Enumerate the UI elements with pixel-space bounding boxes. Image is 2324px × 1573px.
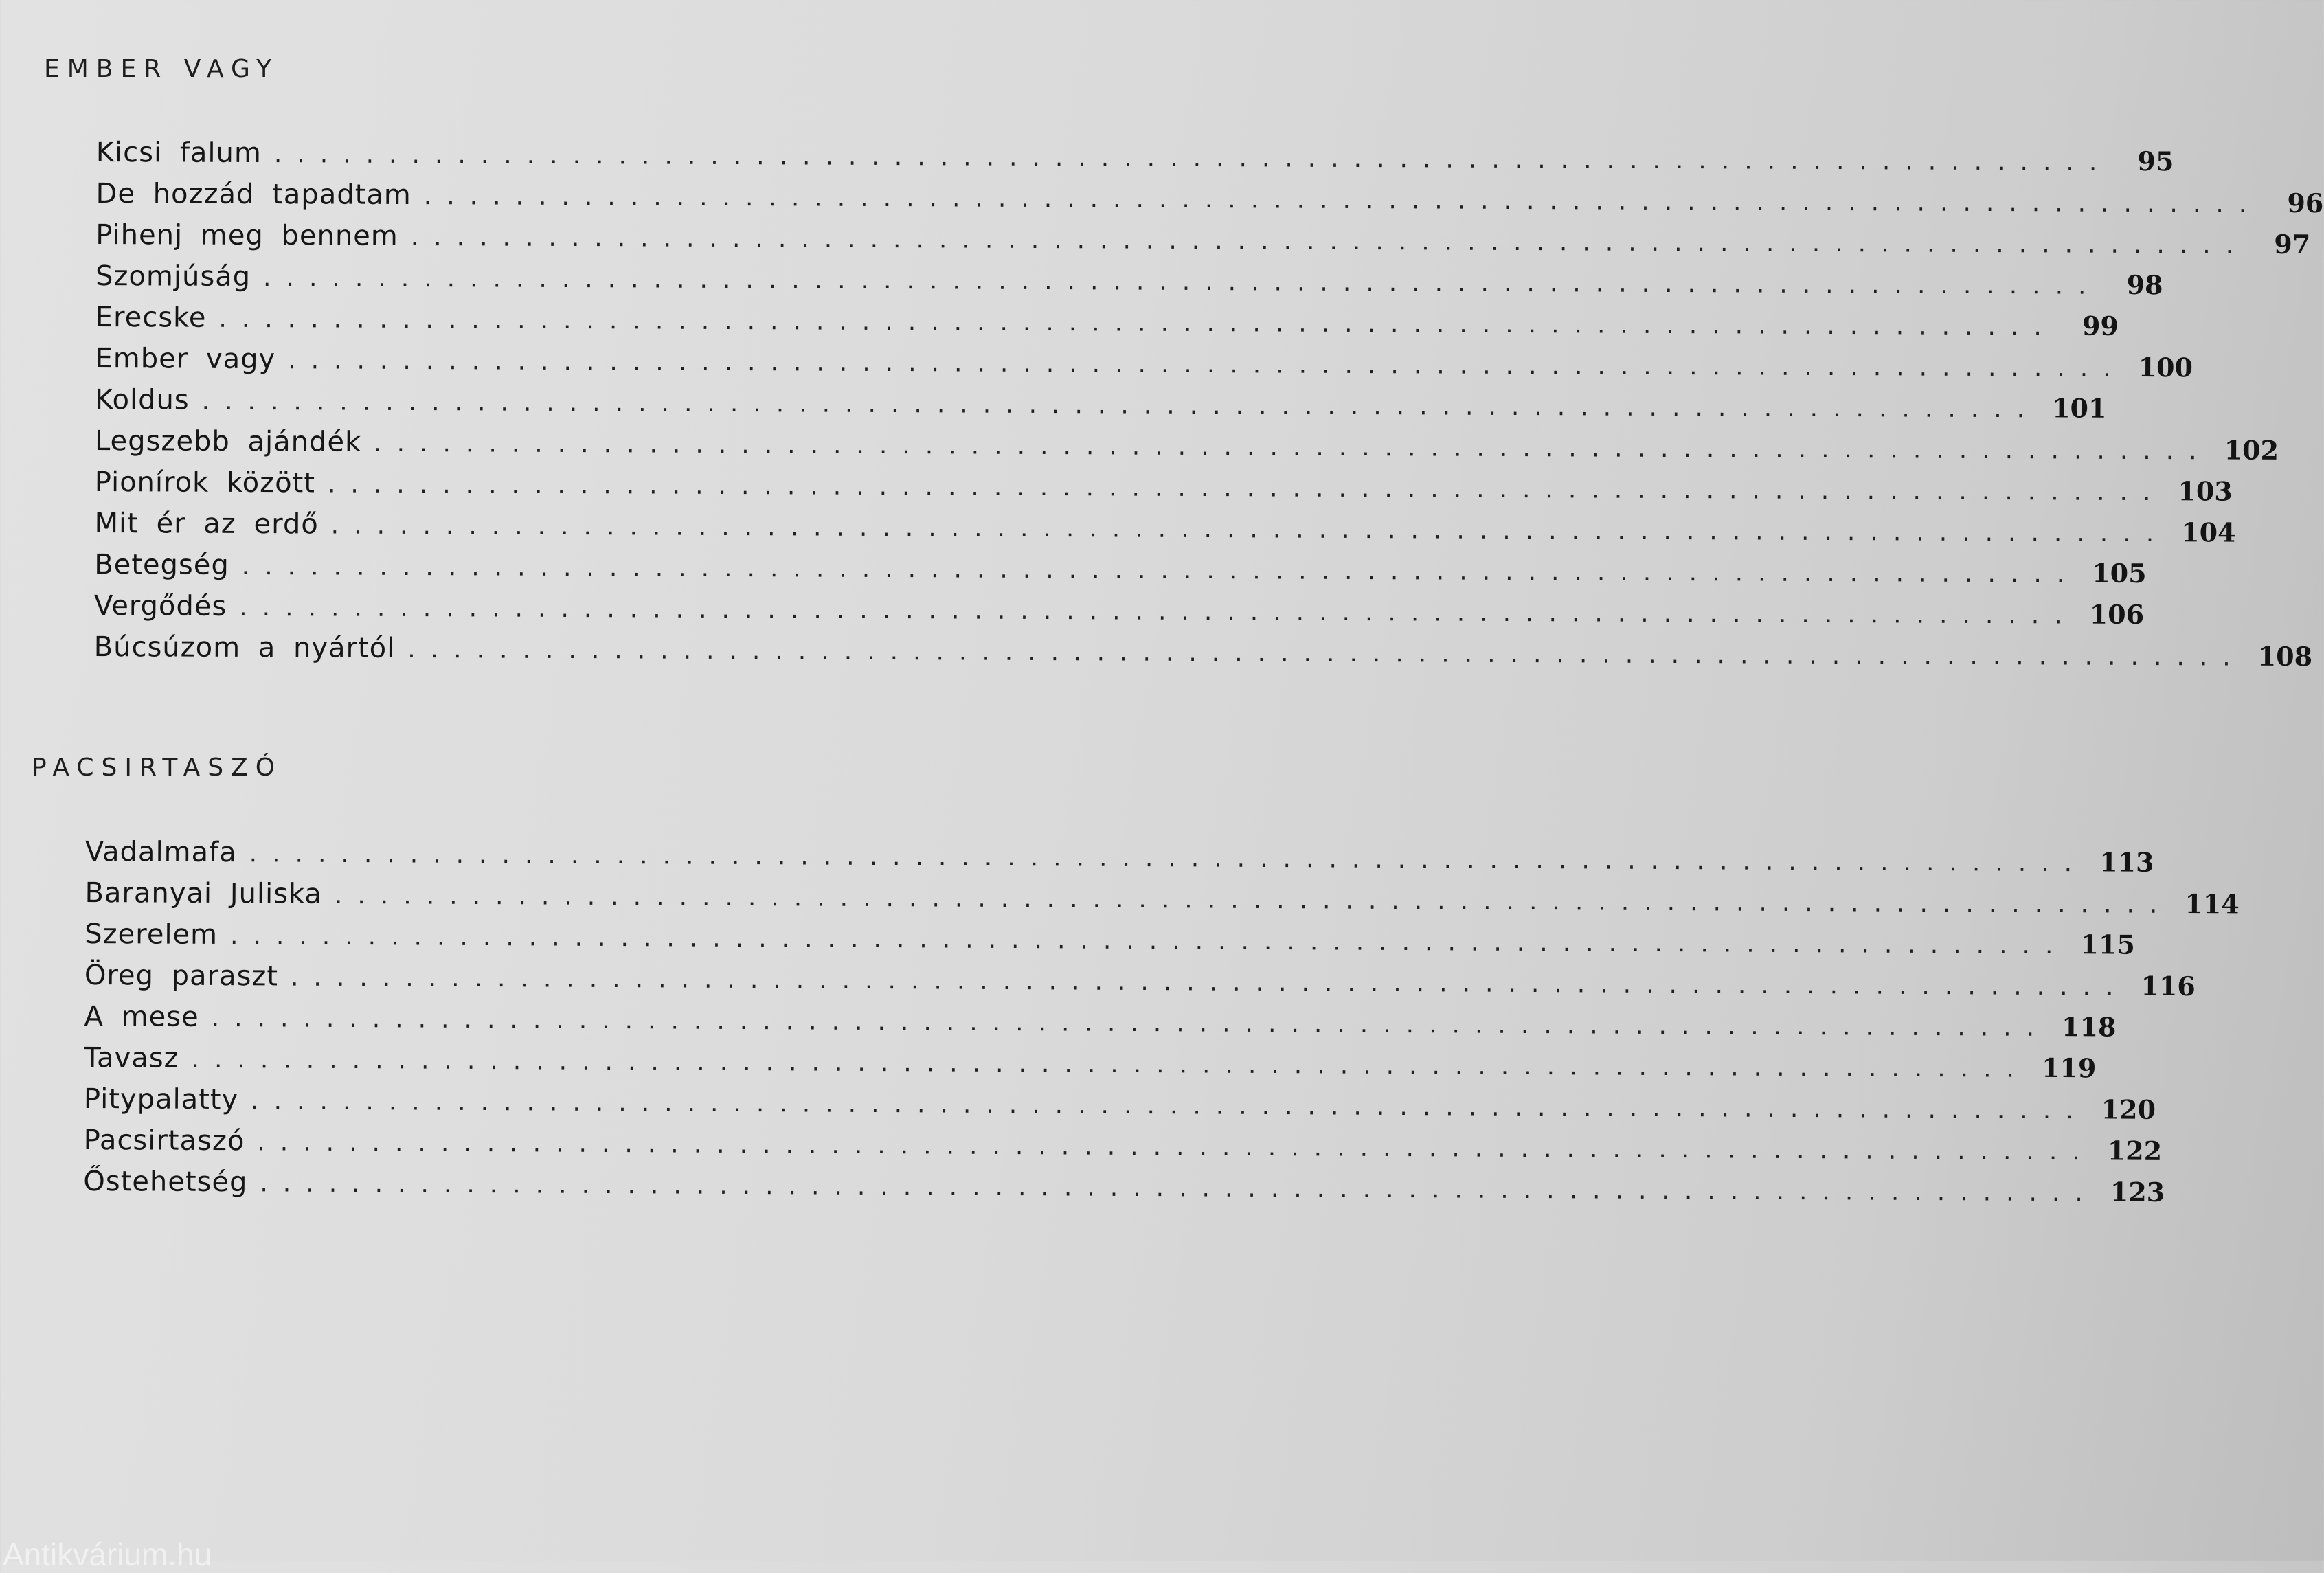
dot-leader: ................................................................................ [290, 963, 2129, 1001]
dot-leader: ................................................................................ [407, 635, 2246, 672]
toc-entry-title: Öreg paraszt [84, 959, 279, 993]
toc-entry-page-number: 95 [2137, 145, 2174, 177]
toc-entry-page-number: 119 [2041, 1052, 2097, 1084]
toc-entry-title: Vergődés [93, 589, 227, 622]
toc-entry-title: Erecske [95, 301, 207, 334]
toc-entry-page-number: 97 [2274, 228, 2311, 260]
dot-leader: ................................................................................ [410, 223, 2249, 260]
dot-leader: ................................................................................ [423, 182, 2262, 218]
toc-entry-title: De hozzád tapadtam [95, 177, 411, 212]
toc-entry-title: Szomjúság [95, 260, 251, 293]
toc-entry [95, 297, 2119, 342]
dot-leader: ................................................................................ [327, 470, 2166, 507]
toc-entry-title: Mit ér az erdő [94, 507, 319, 541]
toc-entry-title: Szerelem [84, 918, 218, 951]
dot-leader: ................................................................................ [374, 429, 2212, 466]
toc-entry [84, 914, 2135, 960]
toc-entry-title: Ember vagy [95, 342, 276, 376]
toc-list-pacsirtaszo [83, 831, 2240, 1208]
toc-entry-title: Pionírok között [94, 466, 316, 499]
toc-entry [94, 462, 2233, 507]
toc-entry-page-number: 116 [2141, 970, 2196, 1002]
toc-entry [95, 173, 2324, 219]
dot-leader: ................................................................................ [260, 1169, 2098, 1208]
toc-entry [94, 420, 2279, 466]
toc-entry-page-number: 108 [2257, 640, 2313, 672]
toc-entry [83, 1120, 2163, 1166]
toc-entry-title: Pitypalatty [83, 1083, 239, 1116]
toc-entry [95, 338, 2193, 383]
toc-entry-page-number: 103 [2178, 475, 2233, 507]
section-title-pacsirtaszo: PACSIRTASZÓ [32, 754, 283, 782]
toc-entry [95, 214, 2311, 260]
dot-leader: ................................................................................ [201, 387, 2040, 424]
toc-entry-page-number: 98 [2126, 269, 2163, 301]
toc-entry-page-number: 114 [2185, 888, 2240, 920]
toc-entry-page-number: 122 [2107, 1135, 2163, 1166]
toc-entry [95, 132, 2174, 177]
dot-leader: ................................................................................ [241, 552, 2080, 589]
toc-entry-title: Pihenj meg bennem [95, 218, 398, 252]
toc-entry [95, 379, 2107, 425]
toc-entry [93, 626, 2313, 672]
toc-entry-title: Pacsirtaszó [83, 1124, 245, 1157]
toc-entry-title: Baranyai Juliska [84, 876, 323, 910]
toc-list-ember-vagy [93, 132, 2324, 672]
toc-entry [84, 996, 2117, 1043]
toc-entry-page-number: 120 [2101, 1094, 2156, 1125]
dot-leader: ................................................................................ [191, 1045, 2030, 1083]
toc-entry [84, 872, 2240, 920]
watermark: Antikvárium.hu [3, 1537, 212, 1572]
toc-entry-page-number: 115 [2080, 929, 2135, 960]
dot-leader: ................................................................................ [218, 304, 2057, 341]
toc-entry [84, 955, 2196, 1002]
toc-entry [83, 1161, 2165, 1208]
toc-entry-page-number: 113 [2099, 846, 2154, 878]
toc-entry-page-number: 100 [2138, 351, 2193, 383]
toc-entry-page-number: 99 [2082, 310, 2119, 341]
toc-entry-title: A mese [84, 1000, 199, 1033]
toc-entry [84, 1037, 2097, 1084]
toc-entry [94, 544, 2147, 589]
section-title-ember-vagy: EMBER VAGY [44, 55, 280, 83]
toc-entry-page-number: 118 [2062, 1011, 2117, 1043]
toc-entry [95, 256, 2163, 301]
toc-entry-title: Betegség [94, 548, 229, 581]
toc-entry-title: Vadalmafa [84, 835, 237, 869]
dot-leader: ................................................................................ [288, 346, 2126, 383]
dot-leader: ................................................................................ [257, 1128, 2095, 1166]
toc-entry-page-number: 106 [2089, 598, 2145, 631]
toc-entry-title: Koldus [95, 383, 190, 416]
toc-entry-title: Legszebb ajándék [94, 425, 362, 458]
toc-entry-title: Őstehetség [83, 1165, 248, 1199]
dot-leader: ................................................................................ [273, 140, 2112, 177]
toc-entry-page-number: 105 [2092, 557, 2147, 589]
dot-leader: ................................................................................ [334, 881, 2173, 919]
dot-leader: ................................................................................ [263, 264, 2101, 300]
toc-entry-title: Kicsi falum [95, 136, 262, 170]
dot-leader: ................................................................................ [211, 1004, 2050, 1042]
toc-entry-title: Tavasz [84, 1041, 179, 1074]
toc-entry-title: Búcsúzom a nyártól [93, 631, 396, 664]
toc-entry [84, 831, 2154, 878]
toc-entry-page-number: 123 [2110, 1176, 2165, 1208]
dot-leader: ................................................................................ [239, 593, 2077, 630]
toc-entry [94, 503, 2236, 548]
dot-leader: ................................................................................ [249, 839, 2088, 878]
toc-entry-page-number: 102 [2224, 434, 2279, 466]
dot-leader: ................................................................................ [330, 511, 2169, 548]
toc-entry [83, 1078, 2156, 1125]
toc-entry [93, 585, 2145, 631]
toc-entry-page-number: 101 [2052, 392, 2107, 424]
dot-leader: ................................................................................ [229, 922, 2068, 960]
toc-entry-page-number: 96 [2287, 187, 2324, 219]
dot-leader: ................................................................................ [251, 1087, 2089, 1125]
toc-entry-page-number: 104 [2181, 517, 2236, 548]
